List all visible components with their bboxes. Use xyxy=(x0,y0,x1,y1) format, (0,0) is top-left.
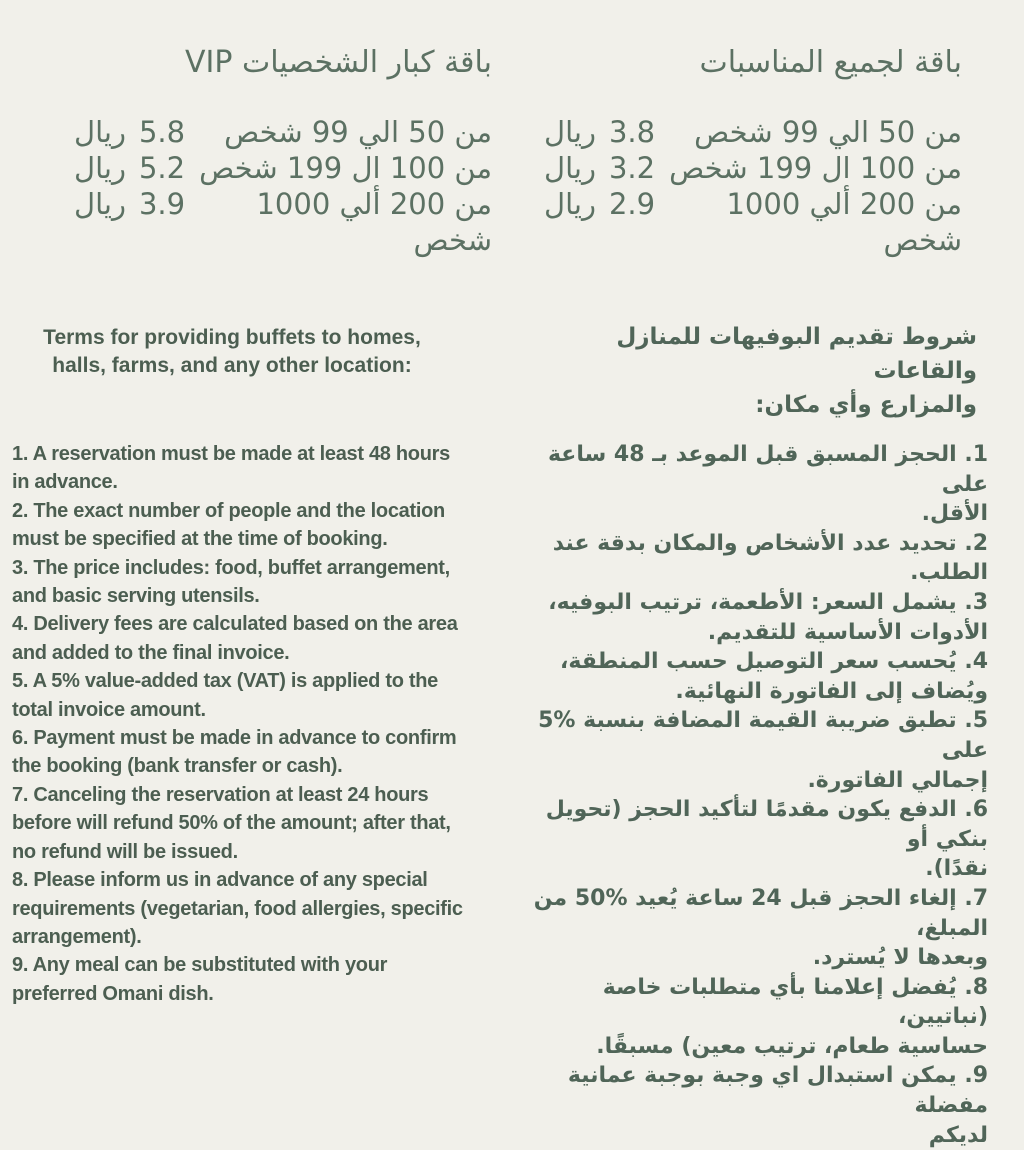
price-value: 5.2 xyxy=(138,151,186,185)
guest-range: من 100 ال 199 شخص xyxy=(669,151,962,185)
price-row xyxy=(544,150,962,186)
package-general xyxy=(544,42,962,258)
currency-label: ريال xyxy=(544,115,596,149)
price-cell xyxy=(74,186,185,222)
term-item-arabic: 4. يُحسب سعر التوصيل حسب المنطقة، ويُضاف إلى الفاتورة النهائية. xyxy=(560,649,988,704)
terms-list-arabic xyxy=(526,440,988,1150)
term-item-english: 6. Payment must be made in advance to confirm the booking (bank transfer or cash). xyxy=(12,727,457,778)
guest-range: من 200 ألي 1000 شخص xyxy=(256,187,492,257)
package-general-title: باقة لجميع المناسبات xyxy=(699,45,962,80)
price-row xyxy=(544,114,962,150)
terms-list-english xyxy=(12,440,524,1008)
currency-label: ريال xyxy=(74,151,126,185)
term-item-english: 3. The price includes: food, buffet arrangement, and basic serving utensils. xyxy=(12,556,450,608)
price-row xyxy=(74,150,492,186)
terms-heading-arabic: شروط تقديم البوفيهات للمنازل والقاعات والمزارع وأي مكان: xyxy=(616,324,977,418)
term-item-arabic: 7. إلغاء الحجز قبل 24 ساعة يُعيد %50 من المبلغ، وبعدها لا يُسترد. xyxy=(533,885,988,971)
guest-range: من 200 ألي 1000 شخص xyxy=(726,187,962,257)
term-item-english: 8. Please inform us in advance of any special requirements (vegetarian, food allergies, specific arrangement). xyxy=(12,869,463,948)
terms-heading-english: Terms for providing buffets to homes, halls, farms, and any other location: xyxy=(43,326,421,377)
guest-range: من 100 ال 199 شخص xyxy=(199,151,492,185)
term-item-english: 7. Canceling the reservation at least 24 hours before will refund 50% of the amount; after that, no refund will be issued. xyxy=(12,783,451,863)
guest-range: من 50 الي 99 شخص xyxy=(224,115,492,149)
term-item-english: 4. Delivery fees are calculated based on the area and added to the final invoice. xyxy=(12,613,458,664)
price-row xyxy=(544,186,962,258)
currency-label: ريال xyxy=(544,187,596,221)
price-value: 3.9 xyxy=(138,187,186,221)
term-item-english: 2. The exact number of people and the location must be specified at the time of booking. xyxy=(12,499,445,551)
guest-range: من 50 الي 99 شخص xyxy=(694,115,962,149)
price-row xyxy=(74,186,492,258)
term-item-arabic: 8. يُفضل إعلامنا بأي متطلبات خاصة (نباتيين، حساسية طعام، ترتيب معين) مسبقًا. xyxy=(596,974,988,1059)
term-item-english: 9. Any meal can be substituted with your preferred Omani dish. xyxy=(12,954,388,1005)
price-value: 3.2 xyxy=(608,151,656,185)
package-vip-title: باقة كبار الشخصيات VIP xyxy=(184,45,492,80)
term-item-english: 1. A reservation must be made at least 48 hours in advance. xyxy=(12,443,450,494)
package-vip-price-table xyxy=(74,114,492,258)
price-cell xyxy=(74,114,185,150)
price-cell xyxy=(544,150,655,186)
price-value: 3.8 xyxy=(608,115,656,149)
currency-label: ريال xyxy=(74,115,126,149)
term-item-arabic: 9. يمكن استبدال اي وجبة بوجبة عمانية مفضلة لديكم xyxy=(567,1063,988,1148)
term-item-english: 5. A 5% value-added tax (VAT) is applied to the total invoice amount. xyxy=(12,670,438,721)
price-value: 5.8 xyxy=(138,115,186,149)
term-item-arabic: 1. الحجز المسبق قبل الموعد بـ 48 ساعة على الأقل. xyxy=(547,442,988,527)
term-item-arabic: 6. الدفع يكون مقدمًا لتأكيد الحجز (تحويل بنكي أو نقدًا). xyxy=(545,797,988,882)
term-item-arabic: 3. يشمل السعر: الأطعمة، ترتيب البوفيه، الأدوات الأساسية للتقديم. xyxy=(548,589,988,645)
price-cell xyxy=(544,114,655,150)
currency-label: ريال xyxy=(74,187,126,221)
price-cell xyxy=(74,150,185,186)
price-cell xyxy=(544,186,655,222)
price-row xyxy=(74,114,492,150)
term-item-arabic: 5. تطبق ضريبة القيمة المضافة بنسبة %5 على إجمالي الفاتورة. xyxy=(538,708,988,793)
package-vip xyxy=(74,42,492,258)
term-item-arabic: 2. تحديد عدد الأشخاص والمكان بدقة عند الطلب. xyxy=(552,530,988,586)
currency-label: ريال xyxy=(544,151,596,185)
price-value: 2.9 xyxy=(608,187,656,221)
package-general-price-table xyxy=(544,114,962,258)
